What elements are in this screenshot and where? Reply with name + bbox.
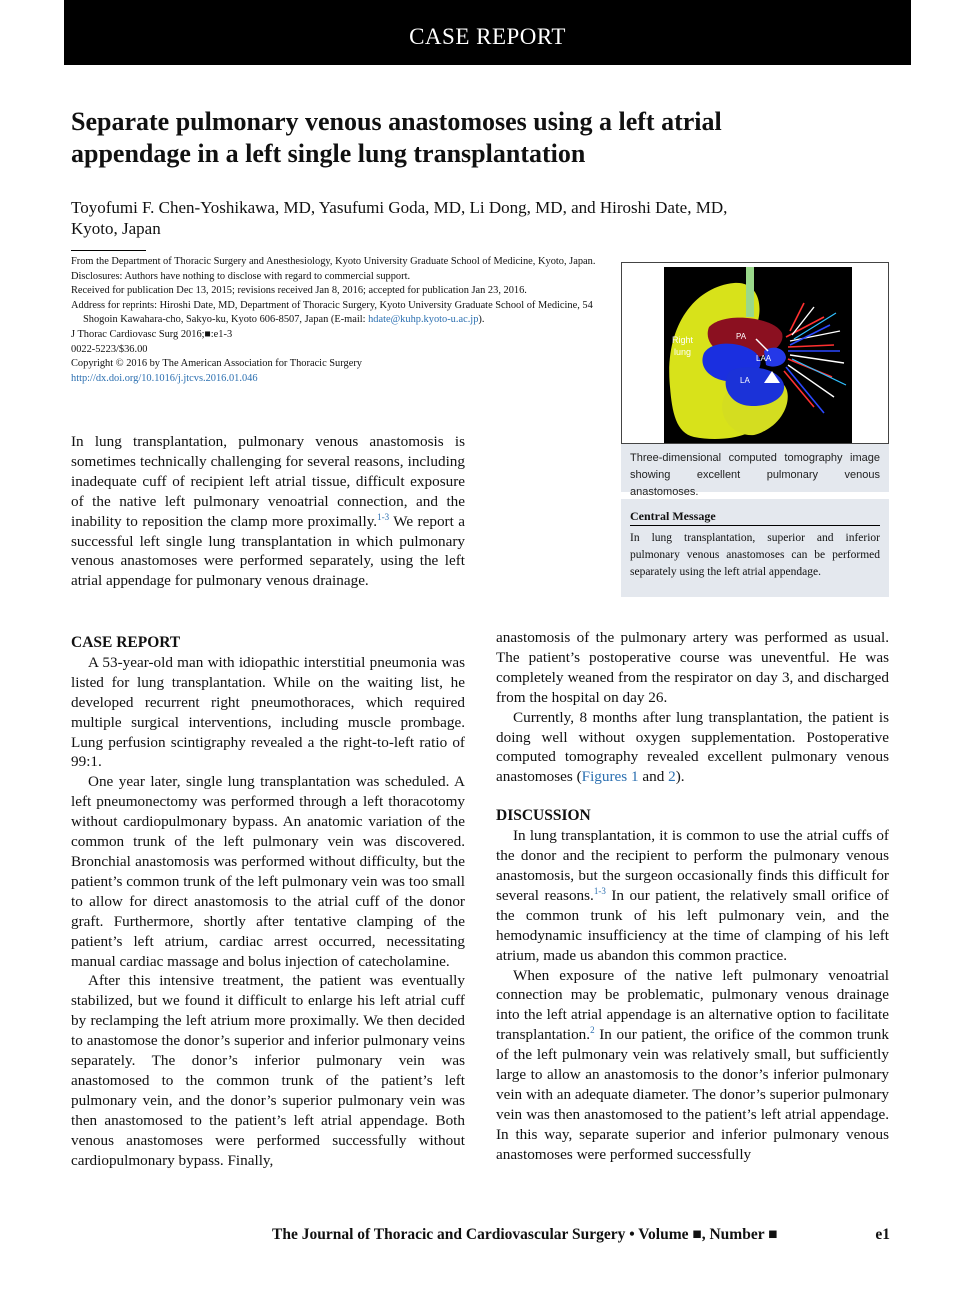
- authors-location: Kyoto, Japan: [71, 219, 161, 238]
- authors-names: Toyofumi F. Chen-Yoshikawa, MD, Yasufumi Goda, MD, Li Dong, MD, and Hiroshi Date, MD,: [71, 198, 728, 217]
- ct-reconstruction-image: [664, 267, 852, 443]
- label-la: LA: [740, 376, 750, 385]
- label-laa: LAA: [756, 354, 772, 363]
- page-number: e1: [875, 1226, 890, 1243]
- case-paragraph-2: One year later, single lung transplantation was scheduled. A left pneumonectomy was performed through a left thoracotomy without cardiopulmonary bypass. An anatomic variation of the common trunk of the left pulmonary vein was discovered. Bronchial anastomosis was performed without difficulty, but the patient’s common trunk of the left pulmonary vein was too small to allow for direct anastomosis to the atrial cuff of the donor graft. Furthermore, shortly after tentative clamping of the patient’s left atrium, cardiac arrest occurred, necessitating manual cardiac massage and bolus injection of catecholamine.: [71, 773, 465, 970]
- right-p2-end: ).: [675, 768, 685, 786]
- case-paragraph-3: After this intensive treatment, the patient was eventually stabilized, but we found it difficult to enlarge his left atrial cuff by reclamping the left atrium more proximally. We then decided to anastomose the donor’s superior and inferior pulmonary veins separately. The donor’s inferior pulmonary vein was anastomosed to the common trunk of the patient’s left pulmonary vein, and the donor’s superior pulmonary vein was then anastomosed to the patient’s left atrial appendage. Both venous anastomoses were performed successfully without cardiopulmonary bypass. Finally,: [71, 972, 465, 1169]
- footnote-divider: [71, 250, 146, 251]
- discussion-paragraph-2: [496, 966, 889, 1165]
- central-message-heading: Central Message: [630, 509, 880, 526]
- doi-link[interactable]: http://dx.doi.org/10.1016/j.jtcvs.2016.01.046: [71, 372, 258, 384]
- reprints-note: [71, 299, 601, 328]
- intro-text-b: We report a successful left single lung transplantation in which pulmonary venous anastomoses were performed separately, using the left atrial appendage for pulmonary venous drainage.: [71, 512, 465, 590]
- article-footnotes: [71, 255, 601, 386]
- affiliation-note: From the Department of Thoracic Surgery and Anesthesiology, Kyoto University Graduate School of Medicine, Kyoto, Japan.: [71, 256, 596, 267]
- right-column: [496, 628, 889, 1165]
- figure-2-link[interactable]: 2: [668, 768, 676, 786]
- intro-paragraph-block: [71, 432, 465, 591]
- page-footer: [272, 1226, 890, 1244]
- figure-caption: Three-dimensional computed tomography image showing excellent pulmonary venous anastomoses.: [621, 444, 889, 492]
- label-right-lung-1: Right: [672, 335, 694, 345]
- label-pa: PA: [736, 332, 747, 341]
- discussion-citation-2[interactable]: 2: [590, 1025, 595, 1036]
- intro-paragraph: [71, 432, 465, 591]
- section-label: CASE REPORT: [409, 24, 566, 49]
- label-right-lung-2: lung: [674, 347, 692, 357]
- discussion-paragraph-1: [496, 826, 889, 965]
- email-link[interactable]: hdate@kuhp.kyoto-u.ac.jp: [368, 314, 479, 326]
- right-paragraph-1: anastomosis of the pulmonary artery was performed as usual. The patient’s postoperative course was uneventful. He was completely weaned from the respirator on day 3, and discharged from the hospital on day 26.: [496, 629, 889, 706]
- central-message-text: In lung transplantation, superior and inferior pulmonary venous anastomoses can be performed separately using the left atrial appendage.: [630, 532, 880, 578]
- figure-1-link[interactable]: Figures 1: [581, 768, 639, 786]
- disc-p2-text-a: When exposure of the native left pulmonary venoatrial connection may be problematic, pulmonary venous drainage into the left atrial appendage is an alternative option to facilitate transplantation.: [496, 966, 889, 1044]
- author-list: [71, 197, 821, 239]
- article-title: Separate pulmonary venous anastomoses using a left atrial appendage in a left single lung transplantation: [71, 107, 722, 168]
- received-note: Received for publication Dec 13, 2015; revisions received Jan 8, 2016; accepted for publication Jan 23, 2016.: [71, 285, 527, 297]
- disclosures-note: Disclosures: Authors have nothing to disclose with regard to commercial support.: [71, 270, 411, 282]
- copyright-note: Copyright © 2016 by The American Association for Thoracic Surgery: [71, 358, 362, 370]
- disc-p2-text-b: In our patient, the orifice of the common trunk of the left pulmonary vein was relatively small, but sufficiently large to allow an anastomosis to the donor’s inferior pulmonary vein with an adequate diameter. The donor’s superior pulmonary vein was then anastomosed to the patient’s left atrial appendage. In this way, separate superior and inferior pulmonary venous anastomoses were performed successfully: [496, 1026, 889, 1163]
- reprints-end: ).: [478, 314, 485, 326]
- ct-figure: [621, 262, 889, 444]
- case-report-heading: CASE REPORT: [71, 634, 181, 651]
- journal-reference: J Thorac Cardiovasc Surg 2016;■:e1-3: [71, 328, 233, 340]
- section-banner: [64, 0, 911, 65]
- footer-journal: The Journal of Thoracic and Cardiovascular Surgery • Volume ■, Number ■: [272, 1226, 778, 1243]
- discussion-citation-1[interactable]: 1-3: [593, 885, 606, 896]
- discussion-heading: DISCUSSION: [496, 807, 591, 825]
- right-p2-and: and: [638, 768, 669, 786]
- case-paragraph-1: A 53-year-old man with idiopathic interstitial pneumonia was listed for lung transplantation. While on the waiting list, he developed recurrent right pneumothoraces, which required multiple surgical interventions, including muscle prombage. Lung perfusion scintigraphy revealed a the right-to-left ratio of 99:1.: [71, 653, 465, 771]
- central-message-box: [621, 499, 889, 597]
- right-p2-text: Currently, 8 months after lung transplantation, the patient is doing well without oxygen supplementation. Postoperative computed tomography revealed excellent pulmonary venous anastomoses (: [496, 708, 889, 786]
- intro-text-a: In lung transplantation, pulmonary venous anastomosis is sometimes technically challenging for several reasons, including inadequate cuff of recipient left atrial tissue, difficult exposure of the native left pulmonary venoatrial connection, and the inability to reposition the clamp more proximally.: [71, 433, 465, 530]
- right-paragraph-2: [496, 708, 889, 788]
- left-column: [71, 633, 465, 1170]
- reprints-address: Address for reprints: Hiroshi Date, MD, Department of Thoracic Surgery, Kyoto University Graduate School of Medicine, 54 Shogoin Kawahara-cho, Sakyo-ku, Kyoto 606-8507, Japan (E-mail:: [71, 299, 593, 326]
- disc-p1-text-a: In lung transplantation, it is common to use the atrial cuffs of the donor and the recipient to perform the pulmonary venous anastomosis, but the surgeon occasionally finds this difficult for several reasons.: [496, 827, 889, 904]
- intro-citation[interactable]: 1-3: [377, 511, 390, 522]
- issn-note: 0022-5223/$36.00: [71, 343, 148, 355]
- disc-p1-text-b: In our patient, the relatively small orifice of the common trunk of his left pulmonary vein, and the hemodynamic insufficiency at the time of clamping of his left atrium, made us abandon this common practice.: [496, 886, 889, 964]
